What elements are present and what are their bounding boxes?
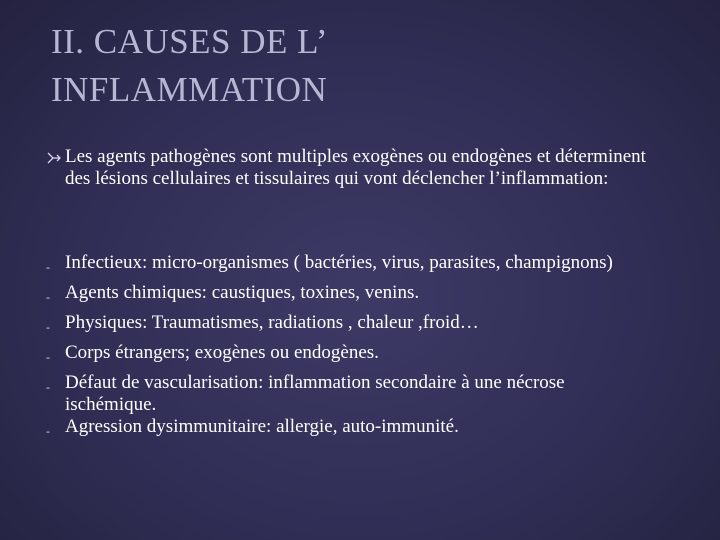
causes-list xyxy=(46,252,686,446)
dash-bullet: - xyxy=(46,260,50,274)
list-item xyxy=(46,312,686,342)
list-item xyxy=(46,282,686,312)
list-item-text: Physiques: Traumatismes, radiations , chaleur ,froid… xyxy=(65,312,479,333)
list-item-text: Défaut de vascularisation: inflammation secondaire à une nécrose ischémique. xyxy=(65,372,565,415)
dash-bullet: - xyxy=(46,320,50,334)
dash-bullet: - xyxy=(46,350,50,364)
list-item-text: Corps étrangers; exogènes ou endogènes. xyxy=(65,342,379,363)
list-item xyxy=(46,416,686,446)
list-item-text: Infectieux: micro-organismes ( bactéries, virus, parasites, champignons) xyxy=(65,252,613,273)
list-item-text: Agents chimiques: caustiques, toxines, venins. xyxy=(65,282,420,303)
wingding-bullet-icon xyxy=(46,150,63,171)
list-item xyxy=(46,372,686,416)
list-item xyxy=(46,252,686,282)
wingding-bullet-glyph xyxy=(46,150,62,166)
intro-paragraph xyxy=(46,146,686,190)
dash-bullet: - xyxy=(46,290,50,304)
list-item-text: Agression dysimmunitaire: allergie, auto-immunité. xyxy=(65,416,459,437)
list-item xyxy=(46,342,686,372)
dash-bullet: - xyxy=(46,424,50,438)
dash-bullet: - xyxy=(46,380,50,394)
intro-text: Les agents pathogènes sont multiples exogènes ou endogènes et déterminent des lésions cellulaires et tissulaires qui vont déclencher l’inflammation: xyxy=(65,146,646,189)
slide-title: II. CAUSES DE L’ INFLAMMATION xyxy=(51,22,328,109)
